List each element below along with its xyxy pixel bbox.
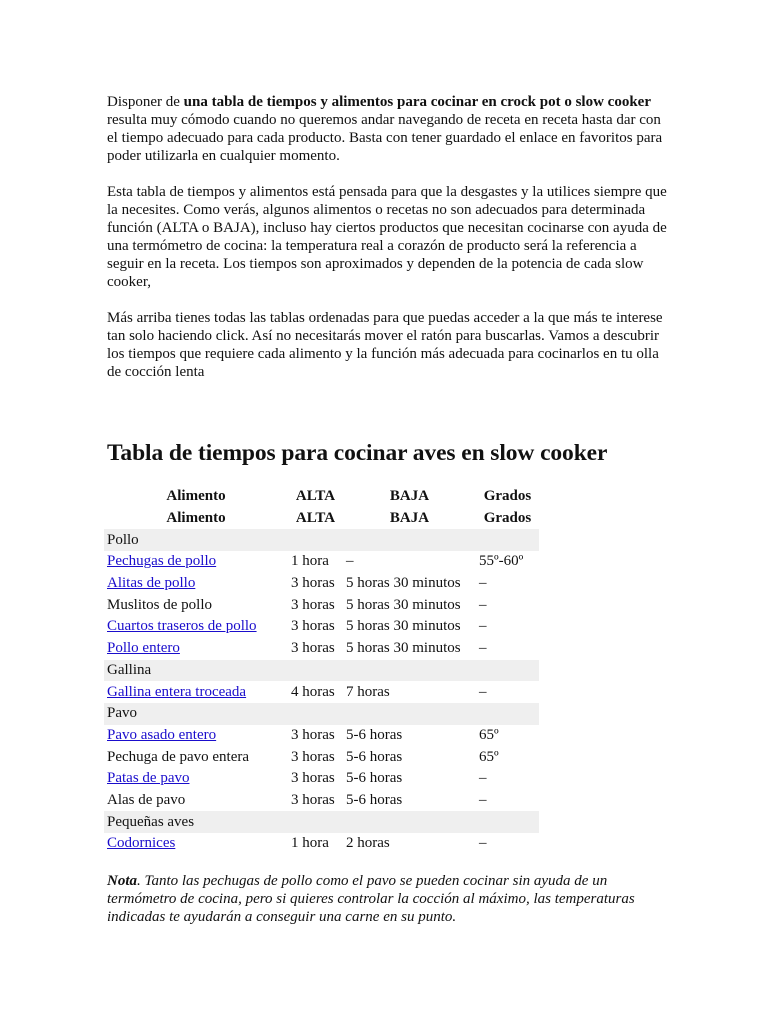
alta-cell: 3 horas <box>291 575 335 592</box>
baja-cell: 5-6 horas <box>346 791 403 808</box>
table-header-row-repeat <box>104 508 539 530</box>
table-row <box>104 594 539 616</box>
food-cell <box>104 725 288 747</box>
table-row <box>104 725 539 747</box>
grados-cell: 65º <box>479 748 499 765</box>
cooking-times-table <box>104 486 539 855</box>
alta-cell: 1 hora <box>291 553 329 570</box>
header-baja: BAJA <box>389 510 430 527</box>
baja-cell: 5 horas 30 minutos <box>346 575 461 592</box>
table-row <box>104 833 539 855</box>
table-group-row <box>104 703 539 725</box>
group-label: Pollo <box>104 529 539 551</box>
food-link[interactable]: Pollo entero <box>107 640 180 657</box>
table-group-row <box>104 529 539 551</box>
food-cell <box>104 551 288 573</box>
grados-cell: – <box>479 596 487 613</box>
note-text: . Tanto las pechugas de pollo como el pavo se pueden cocinar sin ayuda de un termómetro de cocina, pero si quieres controlar la cocción al máximo, las temperaturas indicadas te ayudarán a conseguir una carne en su punto. <box>107 873 635 925</box>
header-grados: Grados <box>483 488 532 505</box>
alta-cell: 3 horas <box>291 770 335 787</box>
header-grados: Grados <box>483 510 532 527</box>
grados-cell: – <box>479 575 487 592</box>
grados-cell: – <box>479 640 487 657</box>
table-row <box>104 638 539 660</box>
food-cell: Muslitos de pollo <box>107 596 213 613</box>
food-cell <box>104 573 288 595</box>
food-cell <box>104 833 288 855</box>
intro-paragraph-2: Esta tabla de tiempos y alimentos está pensada para que la desgastes y la utilices siempre que la necesites. Como verás, algunos alimentos o recetas no son adecuados para determinada función (ALTA o BAJA), incluso hay ciertos productos que necesitan cocinarse con ayuda de una termómetro de cocina: la temperatura real a corazón de producto será la referencia a seguir en la receta. Los tiempos son aproximados y dependen de la potencia de cada slow cooker, <box>107 184 667 290</box>
baja-cell: 5-6 horas <box>346 726 403 743</box>
grados-cell: – <box>479 618 487 635</box>
group-label: Pavo <box>104 703 539 725</box>
header-baja: BAJA <box>389 488 430 505</box>
group-label: Gallina <box>104 660 539 682</box>
table-row <box>104 551 539 573</box>
food-cell <box>104 768 288 790</box>
alta-cell: 1 hora <box>291 835 329 852</box>
table-header <box>104 486 539 529</box>
note <box>107 872 647 926</box>
grados-cell: – <box>479 770 487 787</box>
food-cell <box>104 616 288 638</box>
alta-cell: 3 horas <box>291 640 335 657</box>
header-alta: ALTA <box>295 488 336 505</box>
alta-cell: 3 horas <box>291 748 335 765</box>
table-row <box>104 768 539 790</box>
food-link[interactable]: Alitas de pollo <box>107 575 196 592</box>
grados-cell: – <box>479 791 487 808</box>
table-row <box>104 746 539 768</box>
header-alimento: Alimento <box>166 488 226 505</box>
intro-paragraph-3: Más arriba tienes todas las tablas ordenadas para que puedas acceder a la que más te interese tan solo haciendo click. Así no necesitarás mover el ratón para buscarlas. Vamos a descubrir los tiempos que requiere cada alimento y la función más adecuada para cocinarlos en tu olla de cocción lenta <box>107 310 663 380</box>
intro-p1-prefix: Disponer de <box>107 94 184 110</box>
alta-cell: 3 horas <box>291 726 335 743</box>
baja-cell: 5 horas 30 minutos <box>346 618 461 635</box>
table-body <box>104 529 539 854</box>
table-row <box>104 616 539 638</box>
baja-cell: 5-6 horas <box>346 748 403 765</box>
alta-cell: 3 horas <box>291 791 335 808</box>
section-title: Tabla de tiempos para cocinar aves en slow cooker <box>107 440 608 466</box>
header-alimento: Alimento <box>166 510 226 527</box>
grados-cell: – <box>479 683 487 700</box>
baja-cell: 5 horas 30 minutos <box>346 640 461 657</box>
grados-cell: 55º-60º <box>479 553 524 570</box>
alta-cell: 3 horas <box>291 618 335 635</box>
grados-cell: 65º <box>479 726 499 743</box>
food-cell: Alas de pavo <box>107 791 186 808</box>
food-link[interactable]: Codornices <box>107 835 176 852</box>
food-link[interactable]: Gallina entera troceada <box>107 683 247 700</box>
note-label: Nota <box>107 873 137 889</box>
table-group-row <box>104 811 539 833</box>
intro-p1-rest: resulta muy cómodo cuando no queremos andar navegando de receta en receta hasta dar con el tiempo adecuado para cada producto. Basta con tener guardado el enlace en favoritos para poder utilizarla en cualquier momento. <box>107 112 663 164</box>
alta-cell: 4 horas <box>291 683 335 700</box>
baja-cell: 5 horas 30 minutos <box>346 596 461 613</box>
food-link[interactable]: Patas de pavo <box>107 770 190 787</box>
food-cell <box>104 681 288 703</box>
table-row <box>104 790 539 812</box>
baja-cell: 5-6 horas <box>346 770 403 787</box>
food-link[interactable]: Cuartos traseros de pollo <box>107 618 257 635</box>
food-cell <box>104 638 288 660</box>
baja-cell: 7 horas <box>346 683 390 700</box>
food-link[interactable]: Pavo asado entero <box>107 726 217 743</box>
baja-cell: – <box>346 553 354 570</box>
header-alta: ALTA <box>295 510 336 527</box>
intro-paragraph-1 <box>107 93 667 165</box>
food-cell: Pechuga de pavo entera <box>107 748 250 765</box>
intro-p1-bold: una tabla de tiempos y alimentos para cocinar en crock pot o slow cooker <box>183 94 651 110</box>
alta-cell: 3 horas <box>291 596 335 613</box>
table-group-row <box>104 660 539 682</box>
table-row <box>104 681 539 703</box>
food-link[interactable]: Pechugas de pollo <box>107 553 217 570</box>
grados-cell: – <box>479 835 487 852</box>
table-row <box>104 573 539 595</box>
group-label: Pequeñas aves <box>104 811 539 833</box>
intro-section <box>107 93 667 381</box>
baja-cell: 2 horas <box>346 835 390 852</box>
table-header-row <box>104 486 539 508</box>
